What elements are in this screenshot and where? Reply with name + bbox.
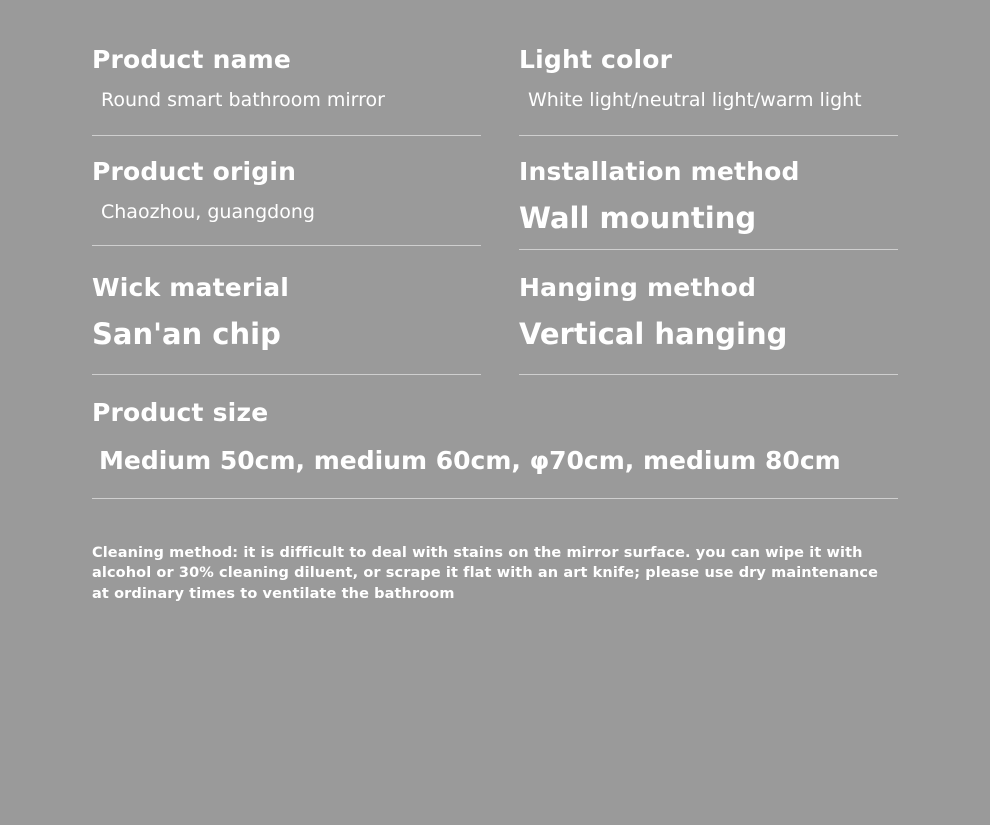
spec-label: Product size bbox=[92, 397, 269, 427]
spec-divider bbox=[92, 498, 898, 499]
spec-value: Wall mounting bbox=[519, 200, 757, 235]
spec-divider bbox=[519, 374, 898, 375]
spec-value: Chaozhou, guangdong bbox=[101, 200, 315, 223]
spec-row-1 bbox=[92, 30, 898, 136]
spec-cell-light-color bbox=[519, 30, 898, 136]
spec-divider bbox=[519, 135, 898, 136]
spec-cell-wick-material bbox=[92, 250, 481, 375]
spec-label: Installation method bbox=[519, 156, 800, 186]
spec-cell-product-size bbox=[92, 399, 898, 499]
spec-label: Hanging method bbox=[519, 273, 757, 303]
spec-label: Product name bbox=[92, 45, 292, 74]
spec-row-3 bbox=[92, 250, 898, 375]
spec-cell-product-name bbox=[92, 30, 481, 136]
spec-row-2 bbox=[92, 136, 898, 251]
spec-label: Product origin bbox=[92, 156, 297, 186]
spec-divider bbox=[92, 374, 481, 375]
spec-cell-installation-method bbox=[519, 136, 898, 251]
spec-label: Light color bbox=[519, 45, 673, 74]
spec-cell-hanging-method bbox=[519, 250, 898, 375]
spec-value: Vertical hanging bbox=[519, 317, 788, 352]
spec-label: Wick material bbox=[92, 273, 290, 303]
spec-divider bbox=[519, 249, 898, 250]
spec-cell-product-origin bbox=[92, 136, 481, 251]
spec-value: White light/neutral light/warm light bbox=[528, 88, 862, 111]
spec-divider bbox=[92, 135, 481, 136]
spec-value: Round smart bathroom mirror bbox=[101, 88, 385, 111]
cleaning-method-note: Cleaning method: it is difficult to deal with stains on the mirror surface. you can wipe it with alcohol or 30% cleaning diluent, or scrape it flat with an art knife; please use dry maintenance at ordinary times to ventilate the bathroom bbox=[92, 544, 879, 602]
spec-divider bbox=[92, 245, 481, 246]
spec-value: San'an chip bbox=[92, 317, 281, 352]
spec-value: Medium 50cm, medium 60cm, φ70cm, medium 80cm bbox=[99, 445, 841, 475]
